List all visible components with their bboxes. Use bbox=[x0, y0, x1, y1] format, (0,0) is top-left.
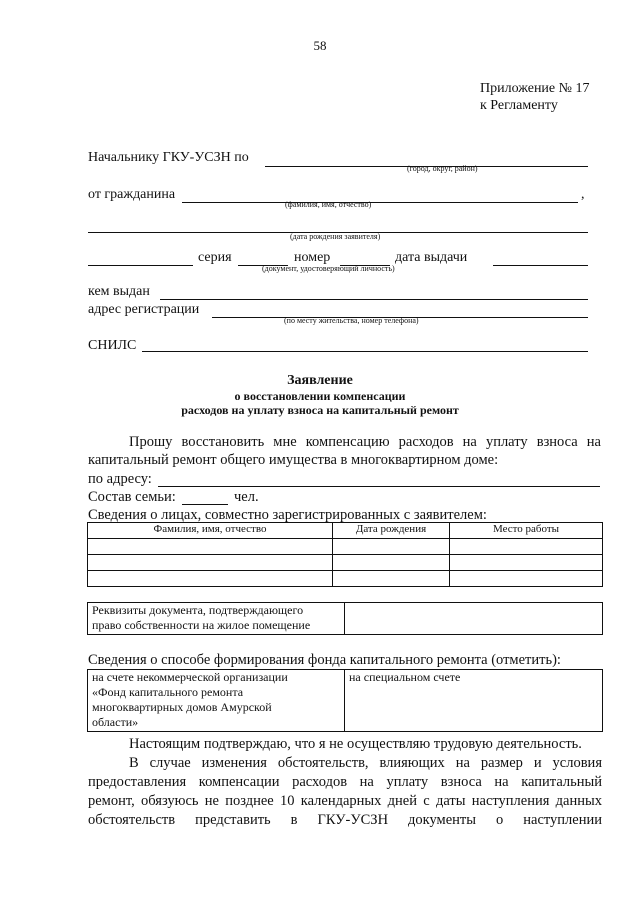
issued-by-label: кем выдан bbox=[88, 284, 150, 299]
fund-option-regional-operator[interactable] bbox=[88, 670, 345, 732]
table-row bbox=[88, 670, 603, 732]
issue-date-field[interactable] bbox=[493, 265, 588, 266]
fund-option-special-account[interactable] bbox=[345, 670, 603, 732]
fund-option-1-line-4: области» bbox=[92, 715, 139, 729]
document-subtitle-1: о восстановлении компенсации bbox=[234, 389, 406, 403]
table-cell[interactable] bbox=[88, 539, 333, 555]
applicant-hint: (фамилия, имя, отчество) bbox=[285, 200, 372, 209]
persons-label: Сведения о лицах, совместно зарегистрированных с заявителем: bbox=[88, 507, 487, 523]
fund-option-1-line-3: многоквартирных домов Амурской bbox=[92, 700, 272, 714]
obligation-line-1: В случае изменения обстоятельств, влияющих на размер и условия bbox=[129, 755, 602, 771]
dob-hint: (дата рождения заявителя) bbox=[290, 232, 381, 241]
ownership-table bbox=[87, 602, 603, 635]
obligation-line-4: обстоятельств представить в ГКУ-УСЗН документы о наступлении bbox=[88, 812, 602, 828]
table-row bbox=[88, 539, 603, 555]
appendix-line-1: Приложение № 17 bbox=[480, 81, 590, 96]
fund-option-1-line-2: «Фонд капитального ремонта bbox=[92, 685, 244, 699]
header-birth-date: Дата рождения bbox=[333, 523, 450, 539]
snils-label: СНИЛС bbox=[88, 338, 137, 353]
registration-address-label: адрес регистрации bbox=[88, 302, 200, 317]
persons-table-header bbox=[88, 523, 603, 539]
snils-field[interactable] bbox=[142, 351, 588, 352]
confirmation-text: Настоящим подтверждаю, что я не осуществляю трудовую деятельность. bbox=[129, 736, 582, 752]
object-address-field[interactable] bbox=[158, 486, 600, 487]
persons-table bbox=[87, 522, 603, 587]
fund-option-2-label: на специальном счете bbox=[349, 670, 461, 684]
series-label: серия bbox=[198, 250, 232, 265]
table-row bbox=[88, 603, 603, 635]
doc-type-field[interactable] bbox=[88, 265, 193, 266]
table-cell[interactable] bbox=[88, 571, 333, 587]
family-unit: чел. bbox=[234, 489, 259, 505]
table-cell[interactable] bbox=[333, 539, 450, 555]
appendix-line-2: к Регламенту bbox=[480, 98, 558, 113]
applicant-label: от гражданина bbox=[88, 187, 176, 202]
number-label: номер bbox=[294, 250, 331, 265]
recipient-label: Начальнику ГКУ-УСЗН по bbox=[88, 150, 249, 165]
header-workplace: Место работы bbox=[450, 523, 603, 539]
table-cell[interactable] bbox=[450, 539, 603, 555]
family-label: Состав семьи: bbox=[88, 489, 176, 505]
ownership-label-line-2: право собственности на жилое помещение bbox=[92, 618, 311, 632]
obligation-line-2: предоставления компенсации расходов на уплату взноса на капитальный bbox=[88, 774, 602, 790]
registration-address-hint: (по месту жительства, номер телефона) bbox=[284, 316, 419, 325]
table-cell[interactable] bbox=[450, 571, 603, 587]
fund-label: Сведения о способе формирования фонда капитального ремонта (отметить): bbox=[88, 652, 561, 668]
family-count-field[interactable] bbox=[182, 504, 228, 505]
document-title: Заявление bbox=[287, 373, 353, 388]
fund-table bbox=[87, 669, 603, 732]
page-number: 58 bbox=[313, 38, 327, 53]
doc-hint: (документ, удостоверяющий личность) bbox=[262, 264, 395, 273]
table-row bbox=[88, 555, 603, 571]
object-address-label: по адресу: bbox=[88, 471, 152, 487]
table-cell[interactable] bbox=[333, 555, 450, 571]
table-row bbox=[88, 571, 603, 587]
table-cell[interactable] bbox=[88, 555, 333, 571]
applicant-comma: , bbox=[581, 187, 585, 202]
request-line-2: капитальный ремонт общего имущества в многоквартирном доме: bbox=[88, 452, 499, 468]
appendix-note bbox=[480, 80, 590, 114]
ownership-label-line-1: Реквизиты документа, подтверждающего bbox=[92, 603, 304, 617]
recipient-hint: (город, округ, район) bbox=[407, 164, 478, 173]
header-full-name: Фамилия, имя, отчество bbox=[88, 523, 333, 539]
ownership-value-cell[interactable] bbox=[345, 603, 603, 635]
issued-by-field[interactable] bbox=[160, 299, 588, 300]
table-cell[interactable] bbox=[450, 555, 603, 571]
issue-date-label: дата выдачи bbox=[395, 250, 468, 265]
ownership-label-cell bbox=[88, 603, 345, 635]
obligation-line-3: ремонт, обязуюсь не позднее 10 календарных дней с даты наступления данных bbox=[88, 793, 602, 809]
applicant-name-field[interactable] bbox=[182, 202, 578, 203]
table-cell[interactable] bbox=[333, 571, 450, 587]
fund-option-1-line-1: на счете некоммерческой организации bbox=[92, 670, 288, 684]
document-subtitle-2: расходов на уплату взноса на капитальный ремонт bbox=[181, 403, 459, 417]
request-line-1: Прошу восстановить мне компенсацию расходов на уплату взноса на bbox=[129, 434, 601, 450]
